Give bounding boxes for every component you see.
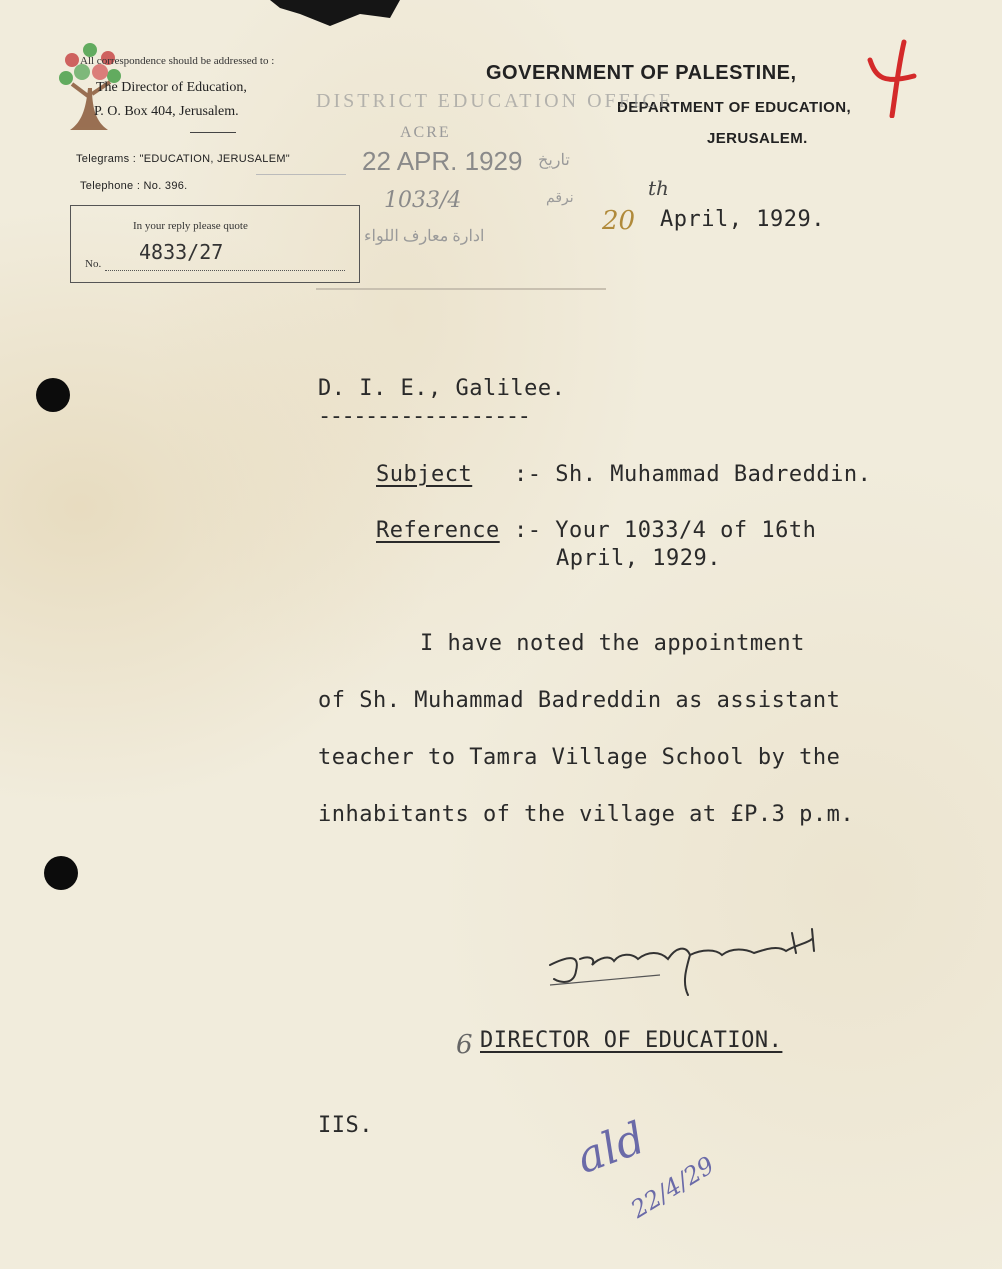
stamp-office: DISTRICT EDUCATION OFFICE: [316, 90, 674, 112]
reference-value-line2: April, 1929.: [556, 546, 721, 571]
telegrams-line: Telegrams : "EDUCATION, JERUSALEM": [76, 153, 291, 165]
hole-punch-bottom: [44, 856, 78, 890]
address-line-3: P. O. Box 404, Jerusalem.: [94, 104, 239, 119]
city-title: JERUSALEM.: [707, 130, 808, 147]
date-typed: April, 1929.: [660, 207, 825, 232]
date-day-handwritten: 20: [602, 206, 636, 236]
body-line-2: of Sh. Muhammad Badreddin as assistant: [318, 688, 841, 713]
stamp-ref-label-ar: نرقم: [546, 191, 574, 206]
body-line-3: teacher to Tamra Village School by the: [318, 745, 841, 770]
reference-label: Reference: [376, 518, 500, 543]
gov-title: GOVERNMENT OF PALESTINE,: [486, 62, 797, 84]
annotation-date: 22/4/29: [626, 1150, 720, 1224]
stamp-ref-handwritten: 1033/4: [384, 188, 462, 213]
signature-icon: [540, 925, 840, 1005]
telephone-line: Telephone : No. 396.: [80, 180, 188, 192]
signature-mark: 6: [456, 1030, 473, 1060]
addressee-rule: ------------------: [318, 404, 530, 429]
quote-label: In your reply please quote: [133, 220, 248, 232]
body-line-4: inhabitants of the village at £P.3 p.m.: [318, 802, 855, 827]
address-line-2: The Director of Education,: [96, 80, 247, 95]
addressee: D. I. E., Galilee.: [318, 376, 566, 401]
torn-edge: [250, 0, 410, 40]
signature-title: DIRECTOR OF EDUCATION.: [480, 1028, 783, 1053]
dept-title: DEPARTMENT OF EDUCATION,: [617, 99, 852, 116]
quote-no-label: No.: [85, 258, 102, 270]
stamp-bottom-rule: [316, 288, 606, 290]
address-divider: [190, 132, 236, 133]
reference-value-line1: :- Your 1033/4 of 16th: [514, 518, 817, 543]
stamp-date-label-ar: تاريخ: [538, 152, 570, 169]
hole-punch-top: [36, 378, 70, 412]
stamp-office-ar: ادارة معارف اللواء: [364, 228, 485, 245]
stamp-place: ACRE: [400, 124, 451, 141]
annotation-initials: ald: [570, 1112, 652, 1184]
date-suffix-handwritten: th: [648, 176, 669, 200]
typist-initials: IIS.: [318, 1113, 373, 1138]
address-line-1: All correspondence should be addressed to :: [80, 55, 275, 67]
subject-value: :- Sh. Muhammad Badreddin.: [514, 462, 872, 487]
subject-label: Subject: [376, 462, 473, 487]
body-line-1: I have noted the appointment: [420, 631, 805, 656]
quote-no-value: 4833/27: [139, 240, 224, 264]
stamp-date: 22 APR. 1929: [362, 146, 523, 176]
page-mark-icon: [858, 38, 928, 118]
stamp-rule: [256, 174, 346, 175]
